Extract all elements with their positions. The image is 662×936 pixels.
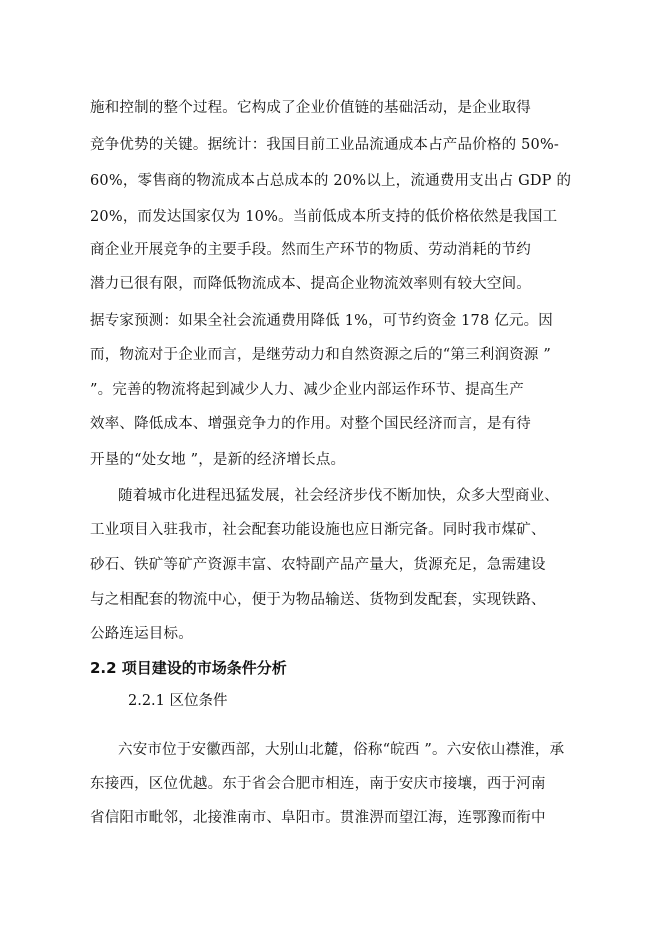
- section-heading: 2.2 项目建设的市场条件分析: [90, 659, 287, 677]
- text-line-12: 随着城市化进程迅猛发展，社会经济步伐不断加快，众多大型商业、: [118, 488, 559, 504]
- text-line-3: 60%，零售商的物流成本占总成本的 20%以上，流通费用支出占 GDP 的: [90, 173, 572, 189]
- text-line-8: 而，物流对于企业而言，是继劳动力和自然资源之后的“第三利润资源 ”: [90, 347, 552, 363]
- text-line-13: 工业项目入驻我市，社会配套功能设施也应日渐完备。同时我市煤矿、: [90, 522, 546, 538]
- text-line-16: 公路连运目标。: [90, 626, 193, 642]
- text-line-19: 省信阳市毗邻，北接淮南市、阜阳市。贯淮淠而望江海，连鄂豫而衔中: [90, 810, 546, 826]
- text-line-11: 开垦的“处女地 ”，是新的经济增长点。: [90, 452, 346, 468]
- text-line-6: 潜力已很有限，而降低物流成本、提高企业物流效率则有较大空间。: [90, 276, 531, 292]
- subsection-heading: 2.2.1 区位条件: [128, 693, 228, 709]
- text-line-18: 东接西，区位优越。东于省会合肥市相连，南于安庆市接壤，西于河南: [90, 776, 546, 792]
- text-line-4: 20%，而发达国家仅为 10%。当前低成本所支持的低价格依然是我国工: [90, 209, 558, 225]
- text-line-1: 施和控制的整个过程。它构成了企业价值链的基础活动，是企业取得: [90, 100, 531, 116]
- text-line-7: 据专家预测：如果全社会流通费用降低 1%，可节约资金 178 亿元。因: [90, 313, 554, 329]
- text-line-14: 砂石、铁矿等矿产资源丰富、农特副产品产量大，货源充足，急需建设: [90, 557, 546, 573]
- text-line-15: 与之相配套的物流中心，便于为物品输送、货物到发配套，实现铁路、: [90, 592, 546, 608]
- text-line-17: 六安市位于安徽西部，大别山北麓，俗称“皖西 ”。六安依山襟淮，承: [118, 742, 565, 758]
- text-line-5: 商企业开展竞争的主要手段。然而生产环节的物质、劳动消耗的节约: [90, 242, 531, 258]
- text-line-2: 竞争优势的关键。据统计：我国目前工业品流通成本占产品价格的 50%-: [90, 137, 560, 153]
- text-line-9: ”。完善的物流将起到减少人力、减少企业内部运作环节、提高生产: [90, 382, 524, 398]
- text-line-10: 效率、降低成本、增强竞争力的作用。对整个国民经济而言，是有待: [90, 416, 531, 432]
